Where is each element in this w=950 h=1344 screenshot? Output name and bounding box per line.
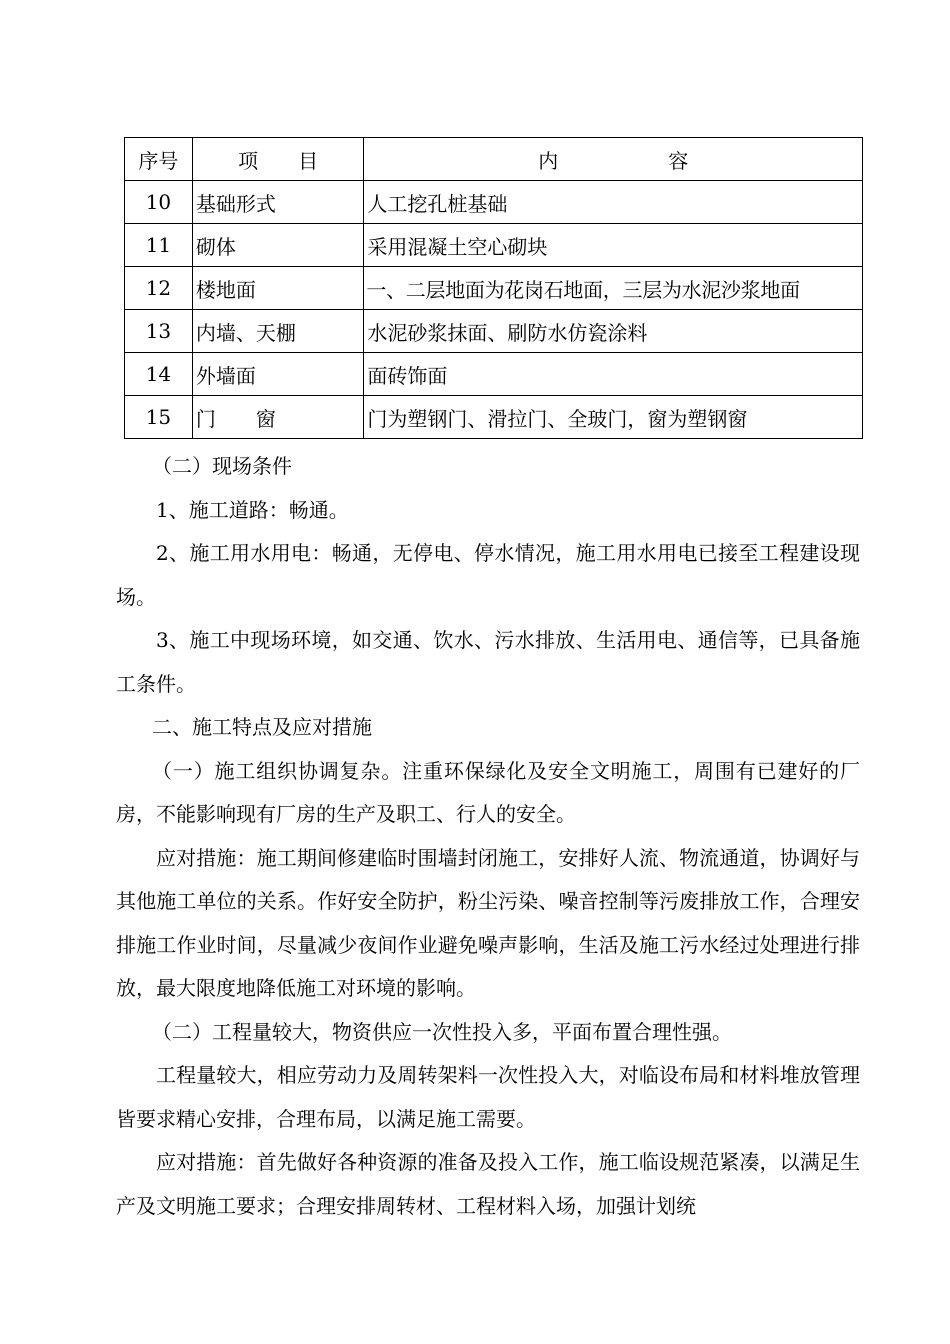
row-content: 一、二层地面为花岗石地面，三层为水泥沙浆地面 (364, 267, 863, 310)
body-text (116, 445, 860, 1228)
row-no: 13 (125, 310, 193, 353)
paragraph: （一）施工组织协调复杂。注重环保绿化及安全文明施工，周围有已建好的厂房，不能影响现有厂房的生产及职工、行人的安全。 (116, 758, 860, 826)
paragraph: 2、施工用水用电：畅通，无停电、停水情况，施工用水用电已接至工程建设现场。 (116, 541, 860, 609)
paragraph: 3、施工中现场环境，如交通、饮水、污水排放、生活用电、通信等，已具备施工条件。 (116, 628, 860, 696)
table-row (125, 310, 863, 353)
table-row (125, 353, 863, 396)
header-content: 内 容 (364, 138, 863, 181)
paragraph: 工程量较大，相应劳动力及周转架料一次性投入大，对临设布局和材料堆放管理皆要求精心安排，合理布局，以满足施工需要。 (116, 1063, 860, 1131)
header-no: 序号 (125, 138, 193, 181)
row-no: 15 (125, 396, 193, 439)
row-item: 楼地面 (192, 267, 364, 310)
row-item: 砌体 (192, 224, 364, 267)
paragraph: 应对措施：首先做好各种资源的准备及投入工作，施工临设规范紧凑，以满足生产及文明施工要求；合理安排周转材、工程材料入场，加强计划统 (116, 1150, 860, 1218)
row-content: 门为塑钢门、滑拉门、全玻门，窗为塑钢窗 (364, 396, 863, 439)
header-item: 项 目 (192, 138, 364, 181)
row-no: 12 (125, 267, 193, 310)
table-header-row (125, 138, 863, 181)
table-row (125, 181, 863, 224)
row-content: 人工挖孔桩基础 (364, 181, 863, 224)
row-no: 10 (125, 181, 193, 224)
row-content: 面砖饰面 (364, 353, 863, 396)
row-no: 14 (125, 353, 193, 396)
row-item: 门 窗 (192, 396, 364, 439)
paragraph: 1、施工道路：畅通。 (156, 497, 349, 522)
paragraph: （二）工程量较大，物资供应一次性投入多，平面布置合理性强。 (152, 1019, 732, 1044)
row-no: 11 (125, 224, 193, 267)
row-content: 采用混凝土空心砌块 (364, 224, 863, 267)
table-row (125, 396, 863, 439)
row-item: 外墙面 (192, 353, 364, 396)
table-row (125, 267, 863, 310)
project-spec-table (124, 137, 863, 439)
section-heading: 二、施工特点及应对措施 (152, 715, 372, 739)
subsection-heading: （二）现场条件 (152, 454, 292, 478)
row-item: 内墙、天棚 (192, 310, 364, 353)
paragraph: 应对措施：施工期间修建临时围墙封闭施工，安排好人流、物流通道，协调好与其他施工单位的关系。作好安全防护，粉尘污染、噪音控制等污废排放工作，合理安排施工作业时间，尽量减少夜间作业避免噪声影响，生活及施工污水经过处理进行排放，最大限度地降低施工对环境的影响。 (116, 845, 860, 1000)
row-content: 水泥砂浆抹面、刷防水仿瓷涂料 (364, 310, 863, 353)
table-row (125, 224, 863, 267)
row-item: 基础形式 (192, 181, 364, 224)
